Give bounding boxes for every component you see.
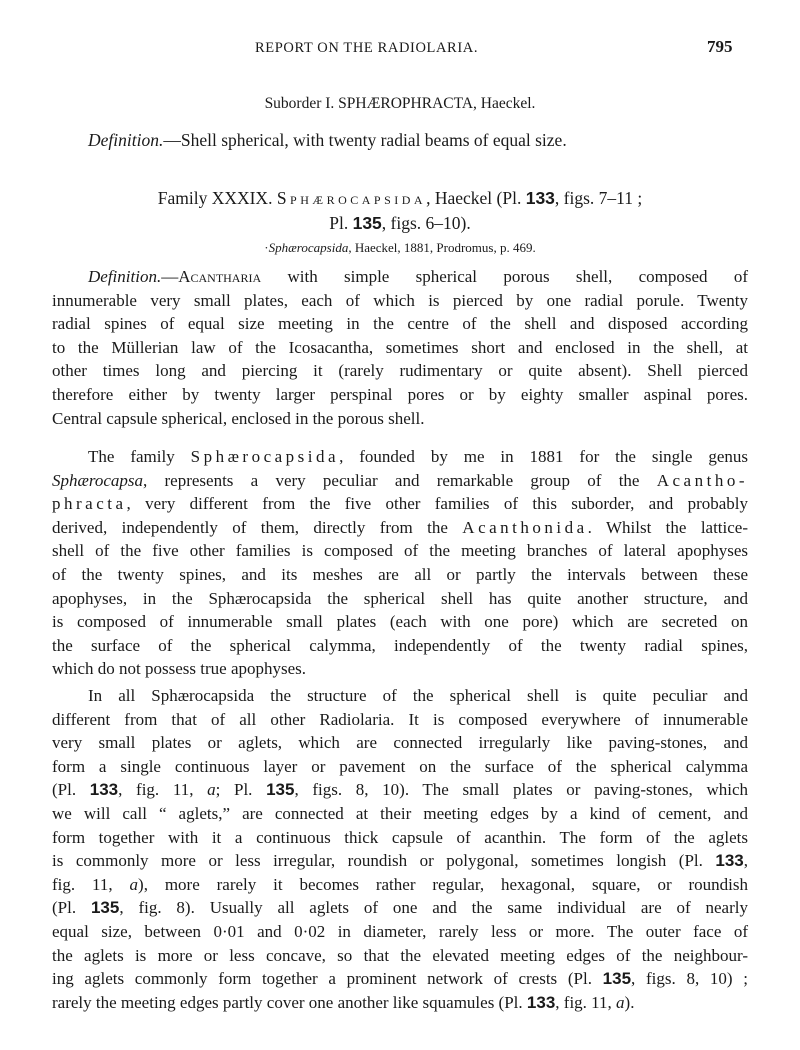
paragraph-1 bbox=[52, 445, 748, 681]
paragraph-2 bbox=[52, 684, 748, 1014]
text-line: therefore either by twenty larger perspinal pores or by eighty smaller aspinal pores. bbox=[52, 384, 748, 404]
text-line: different from that of all other Radiolaria. It is composed everywhere of innumerable bbox=[52, 709, 748, 729]
family-heading bbox=[0, 186, 800, 236]
text-line: apophyses, in the Sphærocapsida the spherical shell has quite another structure, and bbox=[52, 588, 748, 608]
family-name: Sphærocapsida bbox=[276, 188, 427, 208]
family-heading-line-2: Pl. 135, figs. 6–10). bbox=[329, 213, 471, 233]
suborder-heading: Suborder I. SPHÆROPHRACTA, Haeckel. bbox=[264, 95, 536, 112]
page-number: 795 bbox=[707, 37, 733, 56]
text-line: Sphærocapsa, represents a very peculiar and remarkable group of the Acantho- bbox=[52, 470, 748, 490]
text-line: ing aglets commonly form together a prominent network of crests (Pl. 135, figs. 8, 10) ; bbox=[52, 969, 748, 989]
text-line: rarely the meeting edges partly cover one another like squamules (Pl. 133, fig. 11, a). bbox=[52, 992, 635, 1012]
text-line: radial spines of equal size meeting in the centre of the shell and disposed according bbox=[52, 314, 748, 334]
text-line: very small plates or aglets, which are connected irregularly like paving-stones, and bbox=[52, 733, 748, 753]
text-line: we will call “ aglets,” are connected at their meeting edges by a kind of cement, and bbox=[52, 803, 748, 823]
text-line: (Pl. 133, fig. 11, a; Pl. 135, figs. 8, 10). The small plates or paving-stones, which bbox=[52, 780, 749, 800]
text-line: the aglets is more or less concave, so that the elevated meeting edges of the neighbour- bbox=[52, 945, 748, 965]
text-line: is composed of innumerable small plates (each with one pore) which are secreted on bbox=[52, 612, 748, 632]
text-line: equal size, between 0·01 and 0·02 in diameter, rarely less or more. The outer face of bbox=[52, 921, 748, 941]
text-line: the surface of the spherical calymma, independently of the twenty radial spines, bbox=[52, 635, 748, 655]
text-line: Central capsule spherical, enclosed in the porous shell. bbox=[52, 408, 425, 428]
text-line: form together with it a continuous thick capsule of acanthin. The form of the aglets bbox=[52, 827, 748, 847]
text-line: derived, independently of them, directly from the Acanthonida. Whilst the lattice- bbox=[52, 517, 749, 537]
text-line: to the Müllerian law of the Icosacantha, sometimes short and enclosed in the shell, at bbox=[52, 337, 748, 357]
text-line: is commonly more or less irregular, roundish or polygonal, sometimes longish (Pl. 133, bbox=[52, 851, 748, 871]
running-head: REPORT ON THE RADIOLARIA. bbox=[255, 40, 479, 56]
synonym-reference: ·Sphærocapsida, Haeckel, 1881, Prodromus, p. 469. bbox=[264, 240, 536, 255]
text-line: innumerable very small plates, each of which is pierced by one radial porule. Twenty bbox=[52, 290, 748, 310]
family-definition bbox=[52, 265, 748, 430]
family-heading-line-1: Family XXXIX. Sphærocapsida, Haeckel (Pl. 133, figs. 7–11 ; bbox=[157, 188, 643, 208]
text-line: which do not possess true apophyses. bbox=[52, 659, 307, 679]
text-line: (Pl. 135, fig. 8). Usually all aglets of one and the same individual are of nearly bbox=[52, 898, 748, 918]
definition-label: Definition. bbox=[88, 130, 164, 150]
text-line: shell of the five other families is composed of the meeting branches of lateral apophyses bbox=[52, 541, 748, 561]
suborder-definition bbox=[88, 130, 567, 151]
text-line: fig. 11, a), more rarely it becomes rather regular, hexagonal, square, or roundish bbox=[52, 874, 748, 894]
text-line: phracta, very different from the five other families of this suborder, and probably bbox=[52, 494, 748, 514]
text-line: Definition.—Acantharia with simple spherical porous shell, composed of bbox=[88, 267, 748, 286]
text-line: of the twenty spines, and its meshes are all or partly the intervals between these bbox=[52, 564, 748, 584]
text-line: other times long and piercing it (rarely rudimentary or quite absent). Shell pierced bbox=[52, 361, 748, 381]
text-line: form a single continuous layer or pavement on the surface of the spherical calymma bbox=[52, 756, 748, 776]
text-line: The family Sphærocapsida, founded by me in 1881 for the single genus bbox=[88, 447, 749, 466]
text-line: In all Sphærocapsida the structure of the spherical shell is quite peculiar and bbox=[88, 686, 748, 705]
definition-text: —Shell spherical, with twenty radial beams of equal size. bbox=[163, 130, 567, 150]
